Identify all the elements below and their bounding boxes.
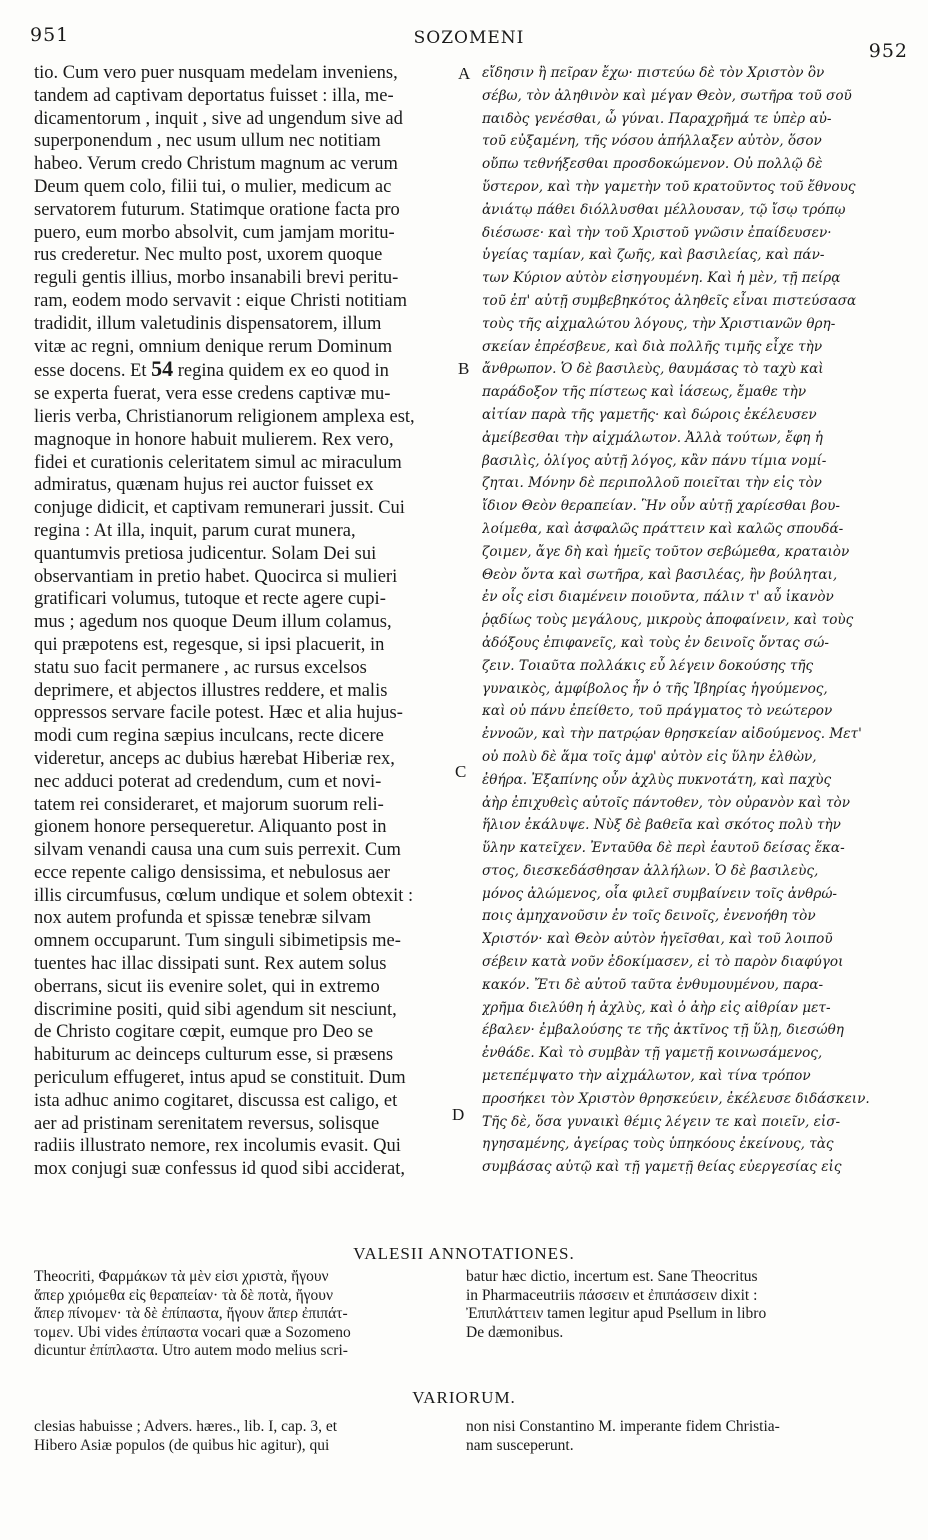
latin-text-line: de Christo cogitare cœpit, eumque pro Deo se (34, 1022, 374, 1043)
latin-text-line: lieris verba, Christianorum religionem amplexa est, (34, 406, 415, 427)
latin-text-line: vitæ ac regni, omnium denique rerum Dominum (34, 336, 393, 357)
latin-text-line: habeo. Verum credo Christum magnum ac verum (34, 154, 398, 175)
variorum-title: VARIORUM. (412, 1388, 516, 1407)
margin-marker-d: D (452, 1105, 465, 1124)
greek-text-line: κακόν. Ἔτι δὲ αὐτοῦ ταῦτα ἐνθυμουμένου, παρα- (482, 976, 824, 993)
greek-text-line: μετεπέμψατο τὴν αἰχμάλωτον, καὶ τίνα τρόπον (482, 1068, 811, 1085)
latin-text-line: ista adhuc animo cogitaret, discussa est caligo, et (34, 1090, 398, 1111)
latin-text-line: ecce repente caligo densissima, et nebulosus aer (34, 862, 390, 883)
margin-marker-c: C (455, 762, 467, 781)
greek-text-line: έβαλεν· ἐμβαλούσης τε τῆς ἀκτῖνος τῇ ὕλῃ, διεσώθη (482, 1022, 844, 1039)
annotation-line: in Pharmaceutriis πάσσειν et ἐπιπάσσειν dixit : (466, 1286, 758, 1304)
latin-text-line: superponendum , nec usum ullum nec notitiam (34, 131, 381, 152)
latin-text-line: discrimine positi, quid sibi agendum sit nesciunt, (34, 999, 397, 1020)
latin-text-line: puero, eum morbo absolvit, cum jamjam moritu- (34, 222, 395, 243)
greek-text-line: ὑγείας ταμίαν, καὶ ζωῆς, καὶ βασιλείας, καὶ πάν- (482, 247, 825, 264)
greek-text-line: ὕστερον, καὶ τὴν γαμετὴν τοῦ κρατοῦντος τοῦ ἔθνους (482, 178, 856, 195)
greek-text-line: ἐθήρα. Ἐξαπίνης οὖν ἀχλὺς πυκνοτάτη, καὶ παχὺς (482, 771, 832, 788)
greek-text-line: ἐν οἷς εἰσι διαμένειν ποιοῦντα, πάλιν τ' αὖ ἱκανὸν (482, 589, 834, 606)
latin-text-line: tatem rei consideraret, et majorum suorum reli- (34, 794, 384, 815)
latin-text-line: tio. Cum vero puer nusquam medelam inveniens, (34, 63, 398, 83)
latin-text-line: reguli gentis illius, morbo insanabili brevi peritu- (34, 268, 399, 289)
greek-text-line: τοὺς τῆς αἰχμαλώτου λόγους, τὴν Χριστιανῶν θρη- (482, 315, 836, 332)
latin-text-column (34, 62, 452, 1181)
greek-text-line: ἥλιον ἐκάλυψε. Νὺξ δὲ βαθεῖα καὶ σκότος πολὺ τὴν (482, 817, 841, 834)
greek-text-line: ῥᾳδίως τοὺς μεγάλους, μικροὺς ἀποφαίνειν, καὶ τοὺς (482, 612, 854, 629)
margin-marker-a: A (458, 64, 471, 83)
latin-text-line: regina : At illa, inquit, parum curat munera, (34, 520, 356, 541)
latin-text-line: magnoque in honore habuit mulierem. Rex vero, (34, 429, 394, 450)
greek-text-line: ζειν. Τοιαῦτα πολλάκις εὖ λέγειν δοκούσης τῆς (482, 657, 814, 674)
latin-text-line: radiis illustrato nemore, rex incolumis evasit. Qui (34, 1136, 401, 1157)
greek-text-line: παιδὸς γενέσθαι, ὦ γύναι. Παραχρῆμά τε ὑπὲρ αὐ- (482, 110, 832, 127)
variorum-notes-left (34, 1418, 444, 1455)
greek-text-line: των Κύριον αὐτὸν εἰσηγουμένη. Καὶ ἡ μὲν, τῇ πείρᾳ (482, 270, 841, 287)
greek-text-line: ἴδιον Θεὸν θεραπείαν. Ἣν οὖν αὐτῇ χαρίεσθαι βου- (482, 498, 841, 515)
greek-text-line: τοῦ εὐξαμένη, τῆς νόσου ἀπήλλαξεν αὐτὸν, ὅσον (482, 133, 822, 150)
greek-text-line: ἐννοῶν, καὶ τὴν πατρῴαν θρησκείαν αἰδούμενος. Μετ' (482, 726, 862, 743)
page-number-right: 952 (868, 40, 908, 62)
greek-text-line: Χριστόν· καὶ Θεὸν αὐτὸν ἡγεῖσθαι, καὶ τοῦ λοιποῦ (482, 931, 833, 948)
greek-text-line: ζοιμεν, ἄγε δὴ καὶ ἡμεῖς τοῦτον σεβώμεθα, κραταιὸν (482, 543, 850, 560)
latin-text-line: dicamentorum , inquit , sive ad ungendum sive ad (34, 108, 403, 129)
annotation-line: non nisi Constantino M. imperante fidem Christia- (466, 1418, 780, 1435)
greek-text-column (482, 62, 892, 1179)
annotation-line: nam susceperunt. (466, 1436, 574, 1454)
latin-text-line: modi cum regina sæpius inculcans, recte dicere (34, 726, 384, 747)
annotation-line: ἅπερ χριόμεθα εἰς θεραπείαν· τὰ δὲ ποτὰ, ἤγουν (34, 1286, 333, 1304)
valesii-notes-right (466, 1268, 896, 1342)
greek-text-line: ἄνθρωπον. Ὁ δὲ βασιλεὺς, θαυμάσας τὸ ταχὺ καὶ (482, 361, 824, 378)
latin-text-line: mus ; agedum nos quoque Deum illum colamus, (34, 612, 392, 633)
running-title: SOZOMENI (413, 28, 525, 48)
valesii-notes-left (34, 1268, 444, 1361)
greek-text-line: συμβάσας αὐτῷ καὶ τῇ γαμετῇ θείας εὐεργεσίας εἰς (482, 1159, 842, 1176)
latin-text-line: fidei et curationis celeritatem simul ac miraculum (34, 452, 402, 473)
greek-text-line: ποις ἀμηχανοῦσιν ἐν τοῖς δεινοῖς, ἐνενοήθη τὸν (482, 908, 816, 925)
latin-text-line: omnem occuparunt. Tum singuli sibimetipsis me- (34, 931, 401, 952)
latin-text-line: aer ad pristinam serenitatem reversus, solisque (34, 1113, 380, 1134)
latin-text-line: observantiam in pretio habet. Quocirca si mulieri (34, 566, 398, 587)
greek-text-line: ἀδόξους ἐπιφανεῖς, καὶ τοὺς ἐν δεινοῖς ὄντας σώ- (482, 634, 829, 651)
annotation-line: Ἐπιπλάττειν tamen legitur apud Psellum in libro (466, 1305, 767, 1322)
greek-text-line: ηγησαμένης, ἀγείρας τοὺς ὑπηκόους ἐκείνους, τὰς (482, 1136, 834, 1153)
greek-text-line: διέσωσε· καὶ τὴν τοῦ Χριστοῦ γνῶσιν ἐπαίδευσεν· (482, 224, 832, 241)
latin-text-line: tradidit, illum valetudinis dispensatorem, illum (34, 313, 382, 334)
latin-text-line: deprimere, et abjectos illustres reddere, et malis (34, 680, 388, 701)
latin-text-line: silvam venandi causa una cum suis perrexit. Cum (34, 840, 401, 861)
greek-text-line: οὔπω τεθνήξεσθαι προσδοκώμενον. Οὐ πολλῷ δὲ (482, 156, 823, 173)
margin-marker-b: B (458, 359, 470, 378)
latin-text-line: illis circumfusus, cœlum undique et solem obtexit : (34, 885, 414, 906)
latin-text-line: tuentes hac illac dissipati sunt. Rex autem solus (34, 954, 387, 975)
greek-text-line: μόνος ἀλώμενος, οἷα φιλεῖ συμβαίνειν τοῖς ἀνθρώ- (482, 885, 838, 902)
variorum-notes-right (466, 1418, 896, 1455)
greek-text-line: ὕλην κατεῖχεν. Ἐνταῦθα δὲ περὶ ἑαυτοῦ δείσας ἕκα- (482, 840, 845, 857)
greek-text-line: λοίμεθα, καὶ ἀσφαλῶς πράττειν καὶ καλῶς σπουδά- (482, 520, 844, 537)
latin-text-line: videretur, anceps ac dubius hærebat Hiberiæ rex, (34, 748, 395, 769)
latin-text-line: habiturum ac deinceps culturum esse, si præsens (34, 1045, 394, 1066)
latin-text-line: oberrans, sicut iis evenire solet, qui in extremo (34, 976, 380, 997)
annotation-line: dicuntur ἐπίπλαστα. Utro autem modo melius scri- (34, 1342, 348, 1359)
annotation-line: Hibero Asiæ populos (de quibus hic agitur), qui (34, 1436, 330, 1454)
greek-text-line: οὐ πολὺ δὲ ἅμα τοῖς ἀμφ' αὐτὸν εἰς ὕλην ἐλθὼν, (482, 748, 817, 765)
latin-text-line: conjuge didicit, et captivam remunerari jussit. Cui (34, 498, 405, 519)
greek-text-line: σέβειν κατὰ νοῦν ἐδοκίμασεν, εἰ τὸ παρὸν διαφύγοι (482, 954, 844, 971)
greek-text-line: ἐνθάδε. Καὶ τὸ συμβὰν τῇ γαμετῇ κοινωσάμενος, (482, 1045, 823, 1062)
greek-text-line: στος, διεσκεδάσθησαν ἀλλήλων. Ὁ δὲ βασιλεὺς, (482, 862, 819, 879)
latin-text-line: esse docens. Et 54 regina quidem ex eo quod in (34, 358, 389, 382)
greek-text-line: ἀὴρ ἐπιχυθεὶς αὐτοῖς πάντοθεν, τὸν οὐρανὸν καὶ τὸν (482, 794, 850, 811)
latin-text-line: servatorem futurum. Statimque oratione facta pro (34, 199, 400, 220)
latin-text-line: mox conjugi suæ confessus id quod sibi acciderat, (34, 1159, 405, 1180)
greek-text-line: τοῦ ἐπ' αὐτῇ συμβεβηκότος ἀληθεῖς εἶναι πιστεύσασα (482, 292, 857, 309)
latin-text-line: ram, eodem modo servavit : eique Christi notitiam (34, 290, 408, 311)
annotation-line: batur hæc dictio, incertum est. Sane Theocritus (466, 1268, 758, 1285)
latin-text-line: periculum effugeret, intus apud se constituit. Dum (34, 1068, 406, 1089)
greek-text-line: βασιλὶς, ὀλίγος αὐτῇ λόγος, κἂν πάνυ τίμια νομί- (482, 452, 827, 469)
latin-text-line: rus crederetur. Nec multo post, uxorem quoque (34, 245, 383, 266)
greek-text-line: Τῆς δὲ, ὅσα γυναικὶ θέμις λέγειν τε καὶ ποιεῖν, εἰσ- (482, 1113, 841, 1130)
annotation-line: ἅπερ πίνομεν· τὰ δὲ ἐπίπαστα, ἤγουν ἅπερ ἐπιπάτ- (34, 1305, 348, 1322)
latin-text-line: statu suo facit permanere , ac rursus excelsos (34, 657, 367, 678)
greek-text-line: ἀνιάτῳ πάθει διόλλυσθαι μέλλουσαν, τῷ ἴσῳ τρόπῳ (482, 201, 846, 218)
latin-text-line: tandem ad captivam deportatus fuisset : illa, me- (34, 85, 394, 106)
annotation-line: τομεν. Ubi vides ἐπίπαστα vocari quæ a Sozomeno (34, 1323, 351, 1341)
greek-text-line: καὶ οὐ πάνυ ἐπείθετο, τοῦ πράγματος τὸ νεώτερον (482, 703, 833, 720)
greek-text-line: παράδοξον τῆς πίστεως καὶ ἰάσεως, ἔμαθε τὴν (482, 384, 807, 401)
greek-text-line: γυναικὸς, ἀμφίβολος ἦν ὁ τῆς Ἰβηρίας ἡγούμενος, (482, 680, 828, 697)
greek-text-line: ἀμείβεσθαι τὴν αἰχμάλωτον. Ἀλλὰ τούτων, ἔφη ἡ (482, 429, 823, 446)
greek-text-line: προσήκει τὸν Χριστὸν θρησκεύειν, ἐκέλευσε διδάσκειν. (482, 1090, 870, 1107)
greek-text-line: εἴδησιν ἢ πεῖραν ἔχω· πιστεύω δὲ τὸν Χριστὸν ὃν (482, 65, 825, 81)
page-number-left: 951 (30, 24, 70, 46)
valesii-title: VALESII ANNOTATIONES. (353, 1244, 575, 1263)
latin-text-line: gionem honore persequeretur. Aliquanto post in (34, 817, 387, 838)
latin-text-line: Deum quem colo, filii tui, o mulier, medicum ac (34, 176, 392, 197)
latin-text-line: quantumvis pretiosa judicentur. Solam Dei sui (34, 543, 377, 564)
section-number: 54 (151, 358, 174, 382)
page-header (30, 18, 908, 62)
annotation-line: Theocriti, Φαρμάκων τὰ μὲν εἰσι χριστὰ, ἤγουν (34, 1268, 329, 1285)
greek-text-line: Θεὸν ὄντα καὶ σωτῆρα, καὶ βασιλέας, ἢν βούληται, (482, 566, 838, 583)
latin-text-line: qui præpotens est, regesque, si ipsi placuerit, in (34, 634, 385, 655)
latin-text-line: admiratus, quænam hujus rei auctor fuisset ex (34, 475, 374, 496)
greek-text-line: σκείαν ἐπρέσβευε, καὶ διὰ πολλῆς τιμῆς εἶχε τὴν (482, 338, 823, 355)
latin-text-line: nec adduci poterat ad credendum, cum et novi- (34, 771, 382, 792)
latin-text-line: se experta fuerat, vera esse credens captivæ mu- (34, 384, 391, 405)
greek-text-line: σέβω, τὸν ἀληθινὸν καὶ μέγαν Θεὸν, σωτῆρα τοῦ σοῦ (482, 87, 852, 104)
latin-text-line: gratificari volumus, tutoque et recte agere cupi- (34, 589, 386, 610)
latin-text-line: nox autem profunda et spissæ tenebræ silvam (34, 908, 372, 929)
greek-text-line: χρῆμα διελύθη ἡ ἀχλὺς, καὶ ὁ ἀὴρ εἰς αἰθρίαν μετ- (482, 999, 831, 1016)
latin-text-line: oppressos servare facile potest. Hæc et alia hujus- (34, 703, 403, 724)
annotation-line: clesias habuisse ; Advers. hæres., lib. I, cap. 3, et (34, 1418, 338, 1435)
greek-text-line: αἰτίαν παρὰ τῆς γαμετῆς· καὶ δώροις ἐκέλευσεν (482, 406, 817, 423)
greek-text-line: ζηται. Μόνην δὲ περιπολλοῦ ποιεῖται τὴν εἰς τὸν (482, 475, 822, 492)
annotation-line: De dæmonibus. (466, 1323, 564, 1341)
